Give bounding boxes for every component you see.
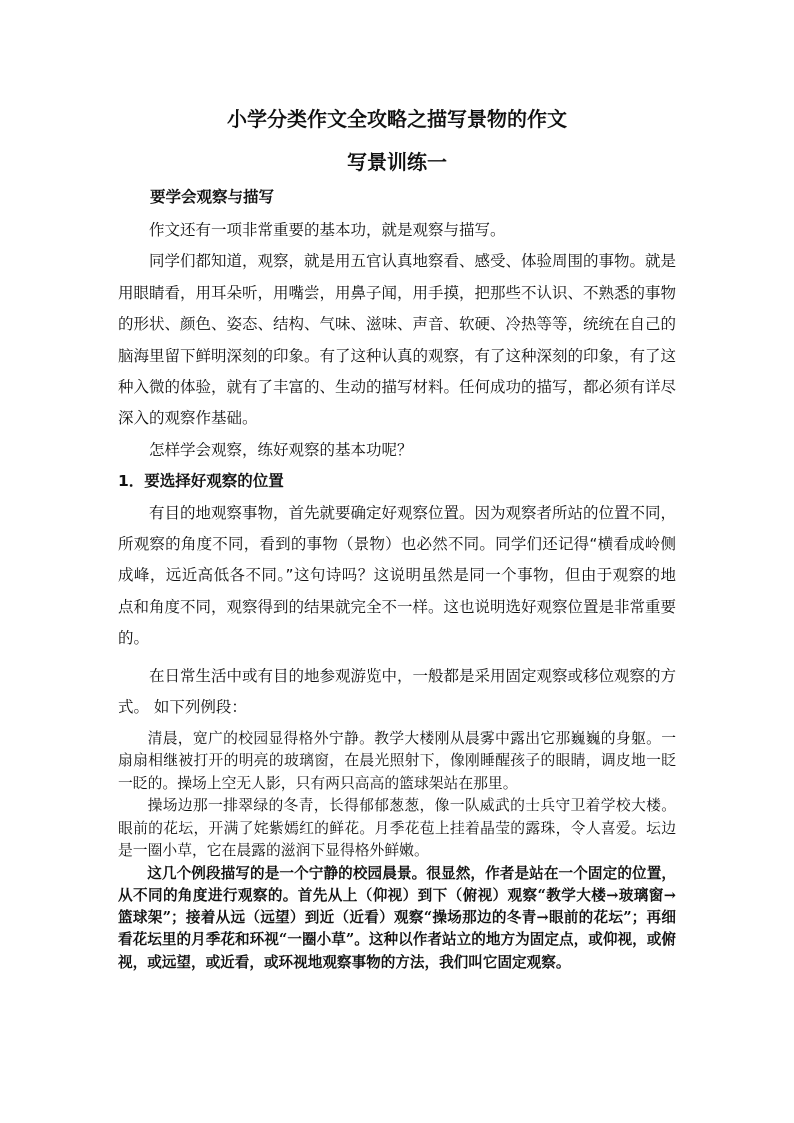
paragraph: 作文还有一项非常重要的基本功，就是观察与描写。 xyxy=(149,221,506,239)
document-title: 小学分类作文全攻略之描写景物的作文 xyxy=(227,107,567,131)
analysis-paragraph: 这几个例段描写的是一个宁静的校园晨景。很显然，作者是站在一个固定的位置，从不同的角度进行观察的。首先从上（仰视）到下（俯视）观察“教学大楼→玻璃窗→篮球架”；接着从远（远望）到近（近看）观察“操场那边的冬青→眼前的花坛”；再细看花坛里的月季花和环视“一圈小草”。这种以作者站立的地方为固定点，或仰视，或俯视，或远望，或近看，或环视地观察事物的方法，我们叫它固定观察。 xyxy=(118,864,676,971)
document-subtitle: 写景训练一 xyxy=(347,150,447,174)
section-heading: 要学会观察与描写 xyxy=(150,188,275,206)
example-paragraph: 清晨，宽广的校园显得格外宁静。教学大楼刚从晨雾中露出它那巍巍的身躯。一扇扇相继被打开的明亮的玻璃窗，在晨光照射下，像刚睡醒孩子的眼睛，调皮地一眨一眨的。操场上空无人影，只有两只高高的篮球架站在那里。 xyxy=(118,729,676,792)
paragraph: 在日常生活中或有目的地参观游览中，一般都是采用固定观察或移位观察的方式。 如下列例段： xyxy=(118,666,677,717)
example-paragraph: 操场边那一排翠绿的冬青，长得郁郁葱葱，像一队威武的士兵守卫着学校大楼。 眼前的花坛，开满了姹紫嫣红的鲜花。月季花苞上挂着晶莹的露珠，令人喜爱。坛边是一圈小草，它在晨露的滋润下显得格外鲜嫩。 xyxy=(118,797,676,859)
point-heading: 1．要选择好观察的位置 xyxy=(118,472,284,491)
paragraph: 怎样学会观察，练好观察的基本功呢？ xyxy=(149,440,413,459)
document-body xyxy=(118,185,676,974)
paragraph: 有目的地观察事物，首先就要确定好观察位置。因为观察者所站的位置不同，所观察的角度不同，看到的事物（景物）也必然不同。同学们还记得“横看成岭侧成峰，远近高低各不同。”这句诗吗？这说明虽然是同一个事物，但由于观察的地点和角度不同，观察得到的结果就完全不一样。这也说明选好观察位置是非常重要的。 xyxy=(118,503,677,648)
paragraph: 同学们都知道，观察，就是用五官认真地察看、感受、体验周围的事物。就是用眼睛看，用耳朵听，用嘴尝，用鼻子闻，用手摸，把那些不认识、不熟悉的事物的形状、颜色、姿态、结构、气味、滋味、声音、软硬、冷热等等，统统在自己的脑海里留下鲜明深刻的印象。有了这种认真的观察，有了这种深刻的印象，有了这种入微的体验，就有了丰富的、生动的描写材料。任何成功的描写，都必须有详尽深入的观察作基础。 xyxy=(118,252,677,428)
